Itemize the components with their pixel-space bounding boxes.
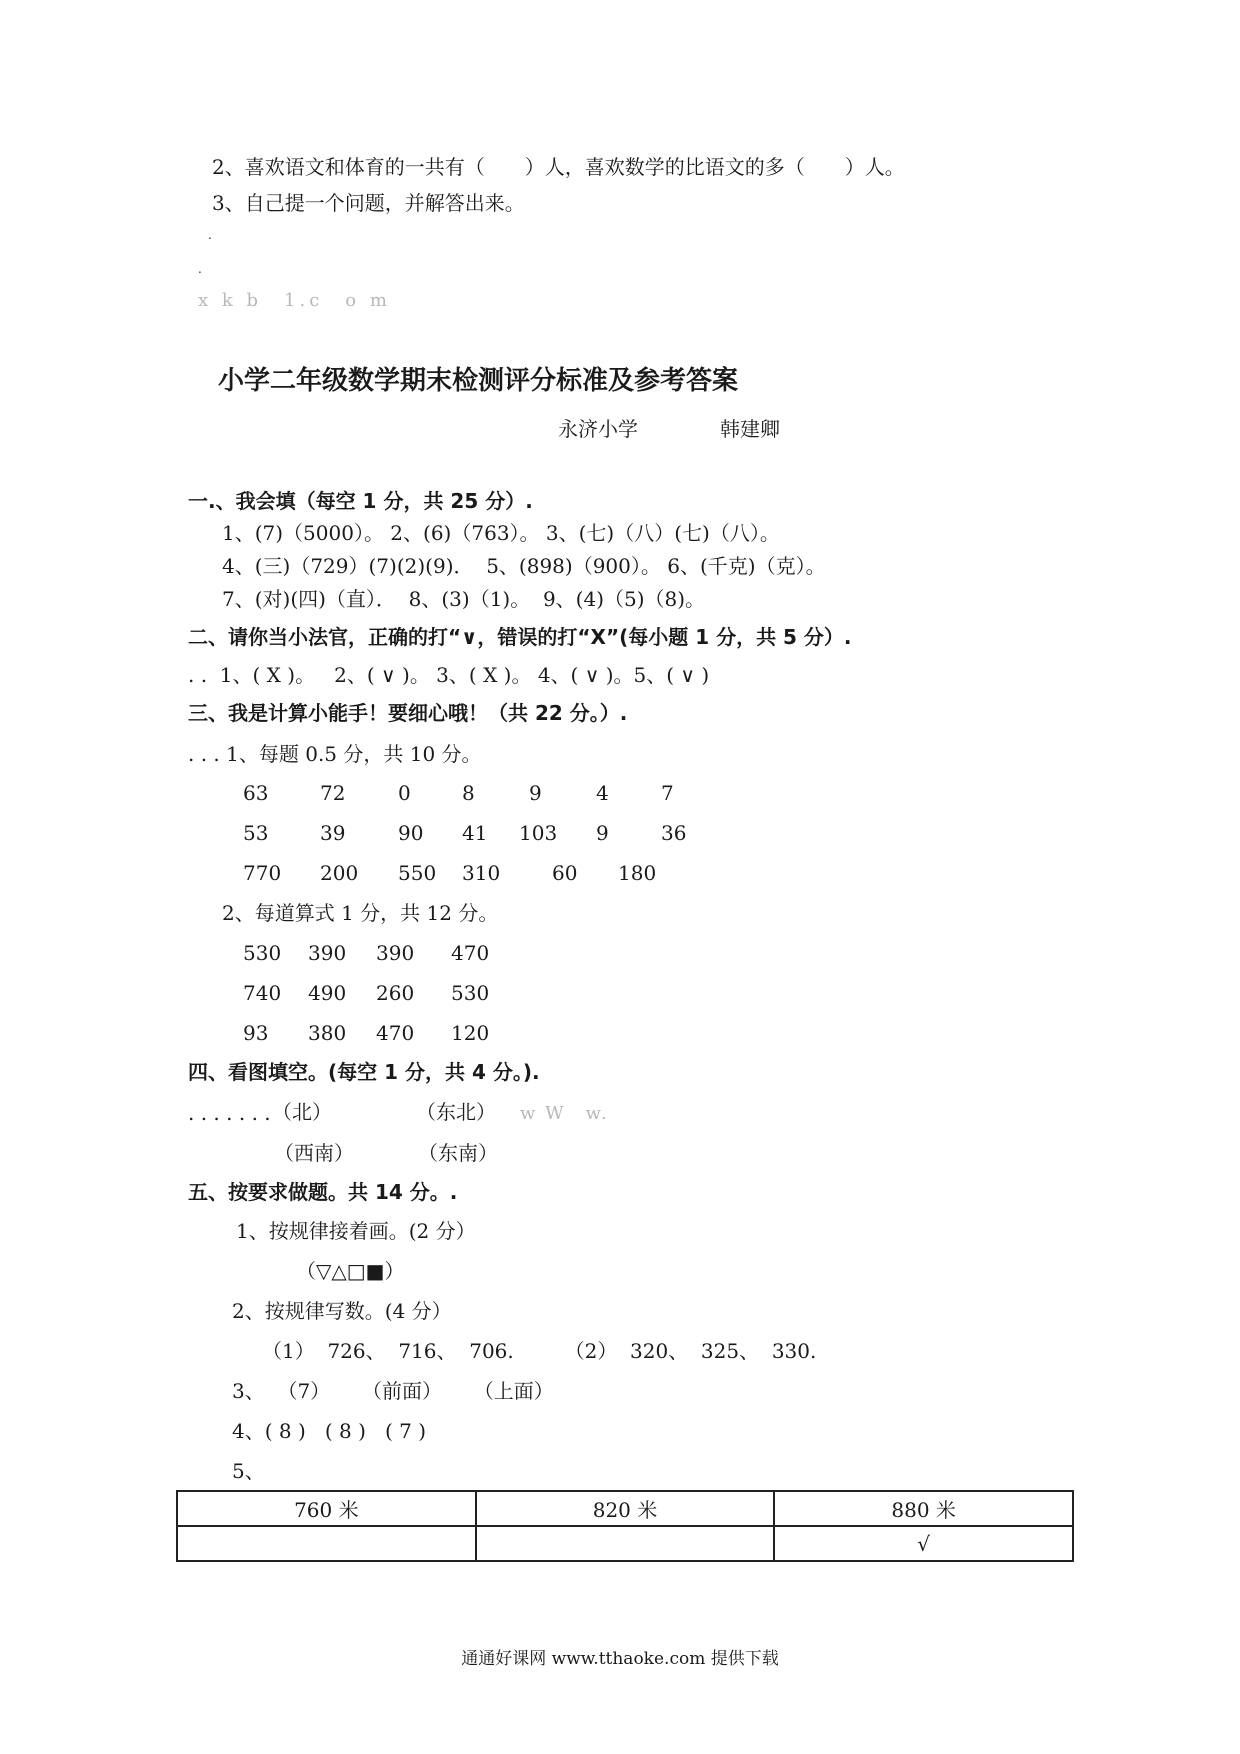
answer-value: 4 xyxy=(596,781,609,805)
answer-value: 63 xyxy=(243,781,269,805)
answer-value: 0 xyxy=(398,781,411,805)
section-2-heading: 二、请你当小法官，正确的打“∨，错误的打“X”(每小题 1 分，共 5 分）. xyxy=(188,625,852,649)
watermark-text: w W w. xyxy=(520,1103,609,1124)
answer-value: 390 xyxy=(308,941,347,965)
section-1-line: 7、(对)(四)（直）． 8、(3)（1)。 9、(4)（5)（8)。 xyxy=(222,587,706,611)
answer-value: 9 xyxy=(529,781,542,805)
answer-value: 470 xyxy=(376,1021,415,1045)
answer-value: 200 xyxy=(320,861,359,885)
answer-value: 53 xyxy=(243,821,269,845)
answer-value: 7 xyxy=(661,781,674,805)
answer-value: 470 xyxy=(451,941,490,965)
section-3-sub-2: 2、每道算式 1 分，共 12 分。 xyxy=(222,901,499,925)
answer-value: 120 xyxy=(451,1021,490,1045)
answer-value: 60 xyxy=(552,861,578,885)
section-5-question-1: 1、按规律接着画。(2 分） xyxy=(236,1219,476,1243)
answer-value: 41 xyxy=(462,821,488,845)
section-3-heading: 三、我是计算小能手！要细心哦！（共 22 分。）. xyxy=(188,701,628,725)
section-5-question-2: 2、按规律写数。(4 分） xyxy=(232,1299,452,1323)
table-cell xyxy=(476,1526,775,1561)
page-footer: 通通好课网 www.tthaoke.com 提供下载 xyxy=(461,1649,779,1669)
section-4-heading: 四、看图填空。(每空 1 分，共 4 分。). xyxy=(188,1060,540,1084)
section-3-sub-1: . . . 1、每题 0.5 分，共 10 分。 xyxy=(188,742,482,766)
answer-value: 72 xyxy=(320,781,346,805)
stray-dot: . xyxy=(208,228,212,242)
direction-answer: （东南） xyxy=(418,1141,498,1165)
section-1-line: 4、(三)（729）(7)(2)(9)． 5、(898)（900）。 6、(千克)（克）。 xyxy=(222,554,826,578)
table-row xyxy=(177,1526,1073,1561)
answer-value: 9 xyxy=(596,821,609,845)
table-header-cell: 880 米 xyxy=(774,1491,1073,1526)
answer-value: 740 xyxy=(243,981,282,1005)
top-question-3: 3、自己提一个问题，并解答出来。 xyxy=(212,191,525,215)
table-row xyxy=(177,1491,1073,1526)
section-5-question-5: 5、 xyxy=(232,1459,265,1483)
answer-value: 490 xyxy=(308,981,347,1005)
school-name: 永济小学 xyxy=(558,417,638,441)
distance-answer-table xyxy=(176,1490,1074,1562)
answer-value: 90 xyxy=(398,821,424,845)
answer-value: 310 xyxy=(462,861,501,885)
answer-value: 380 xyxy=(308,1021,347,1045)
answer-value: 530 xyxy=(451,981,490,1005)
direction-answer: （东北） xyxy=(416,1100,496,1124)
section-5-question-3: 3、 （7） （前面） （上面） xyxy=(232,1379,554,1403)
shape-pattern-answer: （▽△□■） xyxy=(296,1259,405,1283)
answer-value: 103 xyxy=(519,821,558,845)
section-1-heading: 一.、我会填（每空 1 分，共 25 分）. xyxy=(188,489,533,513)
stray-dot: . xyxy=(198,262,202,276)
answer-value: 180 xyxy=(618,861,657,885)
section-5-heading: 五、按要求做题。共 14 分。. xyxy=(188,1180,458,1204)
checkmark-cell: √ xyxy=(774,1526,1073,1561)
answer-value: 550 xyxy=(398,861,437,885)
answer-value: 93 xyxy=(243,1021,269,1045)
page-title: 小学二年级数学期末检测评分标准及参考答案 xyxy=(218,366,739,396)
section-5-question-4: 4、( 8 ) ( 8 ) ( 7 ) xyxy=(232,1419,427,1443)
table-cell xyxy=(177,1526,476,1561)
answer-value: 770 xyxy=(243,861,282,885)
table-header-cell: 820 米 xyxy=(476,1491,775,1526)
answer-value: 260 xyxy=(376,981,415,1005)
answer-value: 39 xyxy=(320,821,346,845)
section-2-answers: . . 1、( X )。 2、( ∨ )。 3、( X )。 4、( ∨ )。5、( ∨ ) xyxy=(188,663,710,687)
answer-value: 36 xyxy=(661,821,687,845)
number-pattern-answer: （1） 726、 716、 706. （2） 320、 325、 330. xyxy=(262,1339,817,1363)
answer-value: 8 xyxy=(462,781,475,805)
section-1-line: 1、(7)（5000）。 2、(6)（763）。 3、(七)（八）(七)（八）。 xyxy=(222,521,780,545)
direction-answer: （西南） xyxy=(274,1141,354,1165)
watermark-text: x k b 1.c o m xyxy=(198,290,391,311)
top-question-2: 2、喜欢语文和体育的一共有（ ）人，喜欢数学的比语文的多（ ）人。 xyxy=(212,155,905,179)
direction-answer: （北） xyxy=(272,1100,332,1124)
answer-value: 530 xyxy=(243,941,282,965)
answer-value: 390 xyxy=(376,941,415,965)
table-header-cell: 760 米 xyxy=(177,1491,476,1526)
author-name: 韩建卿 xyxy=(720,417,780,441)
section-4-dots: . . . . . . . xyxy=(188,1101,271,1125)
